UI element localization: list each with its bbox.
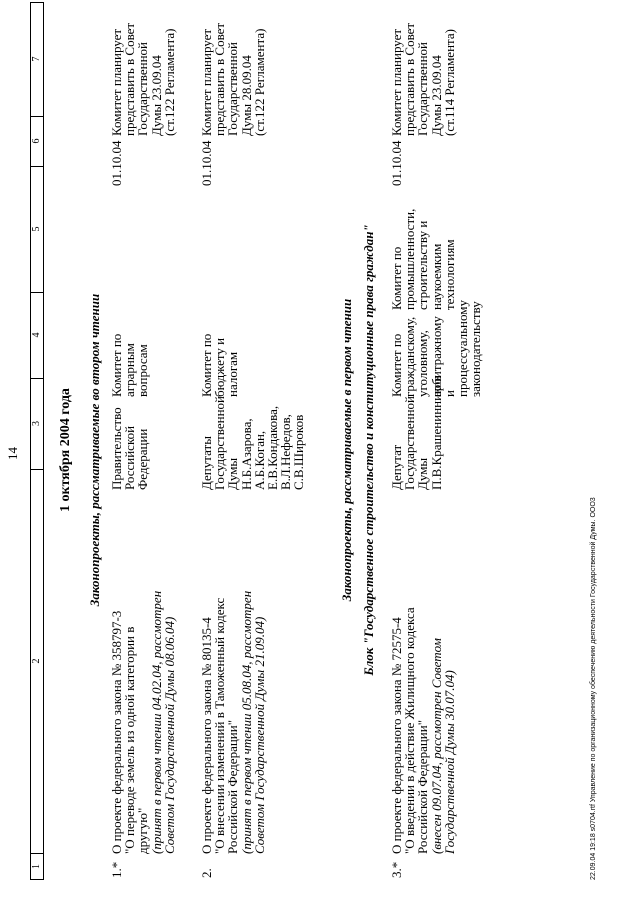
bill-note: (принят в первом чтении 04.02.04, рассмотрен Советом Государственной Думы 08.06.04) [149,590,178,854]
footer-text: 22.09.04 19:18 s0704.rtf Управление по организационному обеспечению деятельности Государственной Думы. ООО3 [590,497,597,880]
responsible-committee: Комитет по аграрным вопросам [109,333,151,397]
bill-title: О проекте федерального закона № 80135-4 "О внесении изменений в Таможенный кодекс Российской Федерации" [199,597,241,854]
header-col-3: 3 [31,378,43,470]
review-date: 01.10.04 [199,140,214,186]
header-col-5: 5 [31,166,43,293]
bill-initiator: Депутаты Государственной Думы Н.Б.Азарова, А.Б.Коган, Е.В.Кондакова, В.Л.Нефедов, С.В.Широков [199,395,307,490]
responsible-committee: Комитет по гражданскому, уголовному, арбитражному и процессуальному законодательству [389,300,484,397]
bill-note: (принят в первом чтении 05.08.04, рассмотрен Советом Государственной Думы 21.09.04) [239,590,268,854]
row-number: 1.* [109,861,124,878]
header-col-7: 7 [31,2,43,117]
responsible-committee: Комитет по бюджету и налогам [199,333,241,397]
column-number-header [30,2,44,880]
header-col-2: 2 [31,469,43,854]
header-col-6: 6 [31,116,43,167]
review-date: 01.10.04 [109,140,124,186]
bill-initiator: Правительство Российской Федерации [109,407,151,490]
remark: Комитет планирует представить в Совет Государственной Думы 23.09.04 (ст.114 Регламента) [389,22,457,136]
section-second-reading: Законопроекты, рассматриваемые во втором чтении [87,293,102,607]
remark: Комитет планирует представить в Совет Государственной Думы 28.09.04 (ст.122 Регламента) [199,22,267,136]
review-date: 01.10.04 [389,140,404,186]
section-first-reading: Законопроекты, рассматриваемые в первом чтении [339,298,354,602]
row-number: 2. [199,868,214,878]
bill-title: О проекте федерального закона № 72575-4 "О введении в действие Жилищного кодекса Российской Федерации" [389,607,431,854]
bill-title: О проекте федерального закона № 358797-3 "О переводе земель из одной категории в другую" [109,610,151,854]
remark: Комитет планирует представить в Совет Государственной Думы 23.09.04 (ст.122 Регламента) [109,22,177,136]
header-col-1: 1 [31,864,42,869]
block-heading: Блок "Государственное строительство и конституционные права граждан" [361,224,376,676]
row-number: 3.* [389,861,404,878]
co-executor-committee: Комитет по промышленности, строительству и наукоемким технологиям [389,208,457,310]
bill-initiator: Депутат Государственной Думы П.В.Крашенинников [389,375,444,490]
header-col-4: 4 [31,292,43,379]
date-heading: 1 октября 2004 года [58,388,73,512]
page-number: 14 [5,447,20,460]
bill-note: (внесен 09.07.04, рассмотрен Советом Государственной Думы 30.07.04) [429,638,458,854]
